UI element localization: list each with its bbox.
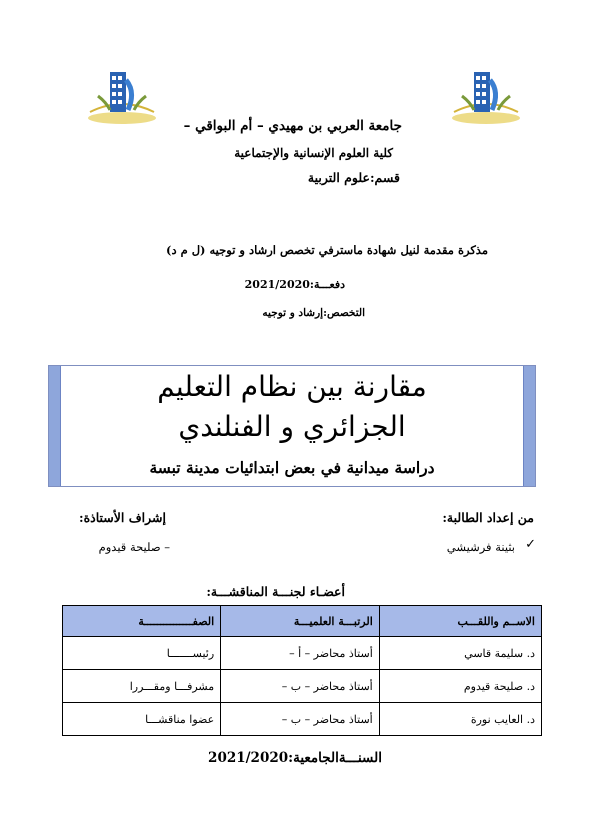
university-name: جامعة العربي بن مهيدي – أم البواقي – xyxy=(183,118,402,134)
member-name: د. صليحة قيدوم xyxy=(379,670,541,703)
university-logo-right xyxy=(448,66,524,126)
table-header-row xyxy=(63,606,542,637)
member-rank: أستاذ محاضر – أ – xyxy=(221,637,380,670)
supervision-label: إشراف الأستاذة: xyxy=(78,510,166,525)
title-bar-left xyxy=(49,366,61,486)
thesis-title-line-1: مقارنة بين نظام التعليم xyxy=(157,370,427,403)
member-rank: أستاذ محاضر – ب – xyxy=(221,703,380,736)
faculty-name: كلية العلوم الإنسانية والإجتماعية xyxy=(234,146,393,160)
student-name: بثينة فرشيشي xyxy=(446,540,515,554)
thesis-title-line-2: الجزائري و الفنلندي xyxy=(178,410,406,443)
university-logo-left xyxy=(84,66,160,126)
table-row xyxy=(63,703,542,736)
header-rank: الرتبـــة العلميـــة xyxy=(221,606,380,637)
memo-description: مذكرة مقدمة لنيل شهادة ماسترفي تخصص ارشاد و توجيه (ل م د) xyxy=(166,243,488,257)
member-role: عضوا مناقشـــا xyxy=(63,703,221,736)
title-box xyxy=(48,365,536,487)
department-name: قسم:علوم التربية xyxy=(307,170,400,185)
prepared-by-label: من إعداد الطالبة: xyxy=(442,510,534,525)
member-rank: أستاذ محاضر – ب – xyxy=(221,670,380,703)
specialty: التخصص:إرشاد و توجيه xyxy=(262,307,365,319)
table-row xyxy=(63,670,542,703)
table-row xyxy=(63,637,542,670)
batch-year: دفعـــة:2021/2020 xyxy=(244,278,345,291)
member-role: رئيســـــــا xyxy=(63,637,221,670)
header-role: الصفـــــــــــــــة xyxy=(63,606,221,637)
committee-table xyxy=(62,605,542,736)
supervisor-name: – صليحة قيدوم xyxy=(98,540,170,554)
checkmark-icon: ✓ xyxy=(525,537,536,552)
title-bar-right xyxy=(523,366,535,486)
academic-year: السنـــةالجامعية:2021/2020 xyxy=(208,750,382,766)
member-name: د. سليمة قاسي xyxy=(379,637,541,670)
member-name: د. العايب نورة xyxy=(379,703,541,736)
committee-title: أعضـاء لجنـــة المناقشـــة: xyxy=(206,584,345,599)
header-name: الاســم واللقـــب xyxy=(379,606,541,637)
member-role: مشرفـــا ومقـــررا xyxy=(63,670,221,703)
thesis-subtitle: دراسة ميدانية في بعض ابتدائيات مدينة تبسة xyxy=(149,458,435,477)
